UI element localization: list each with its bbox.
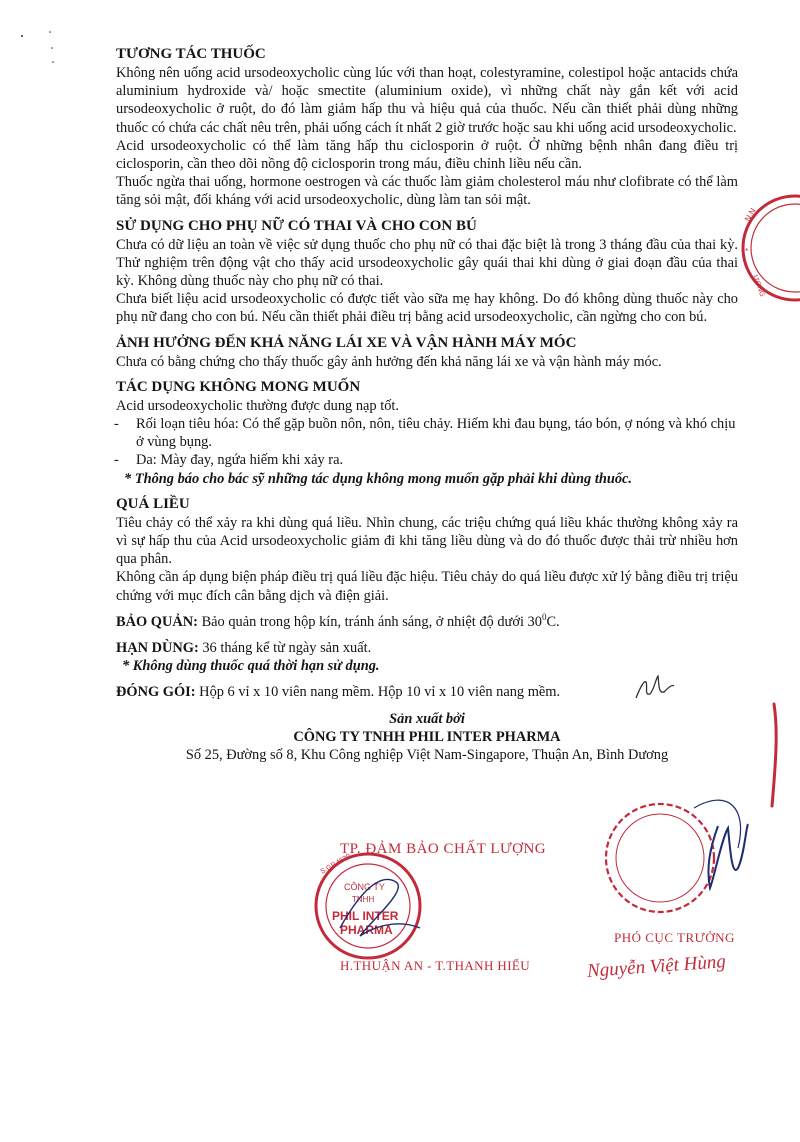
storage-text: Bảo quản trong hộp kín, tránh ánh sáng, ở nhiệt độ dưới 30: [201, 613, 542, 630]
bullet-dash: -: [114, 452, 119, 469]
section-title-overdose: QUÁ LIỀU: [116, 495, 190, 512]
deputy-director-title: PHÓ CỤC TRƯỞNG: [614, 930, 735, 945]
edge-seal: [735, 188, 800, 308]
svg-text:ƯƠNG: ƯƠNG: [751, 274, 766, 298]
packaging-label: ĐÓNG GÓI:: [116, 684, 196, 701]
expiry-label: HẠN DÙNG:: [116, 640, 199, 657]
driving-paragraph-1: Chưa có bằng chứng cho thấy thuốc gây ảnh hưởng đến khả năng lái xe và vận hành máy móc.: [116, 353, 662, 370]
side-effects-note: * Thông báo cho bác sỹ những tác dụng không mong muốn gặp phải khi dùng thuốc.: [124, 470, 633, 487]
pregnancy-paragraph-2: Chưa biết liệu acid ursodeoxycholic có được tiết vào sữa mẹ hay không. Do đó không dùng thuốc này cho phụ nữ đang cho con bú. Nếu cần thiết phải điều trị bằng acid ursodeoxycholic, cần ngừng cho con bú.: [116, 291, 738, 326]
svg-text:PHARMA: PHARMA: [340, 923, 393, 937]
storage-label: BẢO QUẢN:: [116, 613, 198, 630]
expiry-note: * Không dùng thuốc quá thời hạn sử dụng.: [122, 658, 380, 675]
side-effects-paragraph-1: Acid ursodeoxycholic thường được dung nạp tốt.: [116, 397, 400, 414]
expiry-text: 36 tháng kể từ ngày sản xuất.: [202, 640, 372, 657]
section-title-interactions: TƯƠNG TÁC THUỐC: [116, 46, 266, 62]
interactions-paragraph-2: Acid ursodeoxycholic có thể làm tăng hấp thu ciclosporin ở ruột. Ở những bệnh nhân đang điều trị ciclosporin, cần theo dõi nồng độ ciclosporin trong máu, điều chỉnh liều nếu cần.: [116, 137, 738, 173]
initial-signature: [628, 668, 698, 708]
side-effects-bullet: [116, 415, 738, 451]
side-effects-bullet: [116, 451, 738, 469]
interactions-paragraph-1: Không nên uống acid ursodeoxycholic cùng lúc với than hoạt, colestyramine, colestipol hoặc antacids chứa aluminium hydroxide và/ hoặc smectite (aluminium oxide), vì những chất này gắn kết với acid ursodeoxycholic ở ruột, do đó làm giảm hấp thu và hiệu quả của thuốc. Nếu cần thiết phải dùng những thuốc có chứa các chất nêu trên, phải uống cách ít nhất 2 giờ trước hoặc sau khi uống acid ursodeoxycholic.: [116, 65, 738, 136]
section-title-driving: ẢNH HƯỞNG ĐẾN KHẢ NĂNG LÁI XE VÀ VẬN HÀNH MÁY MÓC: [116, 334, 577, 351]
qa-stamp-name: H.THUẬN AN - T.THANH HIẾU: [340, 958, 531, 973]
overdose-paragraph-2: Không cần áp dụng biện pháp điều trị quá liều đặc hiệu. Tiêu chảy do quá liều được xử lý bằng điều trị triệu chứng với mục đích cân bằng dịch và điện giải.: [116, 569, 738, 604]
svg-text:TNHH: TNHH: [352, 895, 375, 904]
side-effects-bullet-text: Rối loạn tiêu hóa: Có thể gặp buồn nôn, nôn, tiêu chảy. Hiếm khi đau bụng, táo bón, ợ nóng và khó chịu ở vùng bụng.: [136, 416, 736, 451]
company-address: Số 25, Đường số 8, Khu Công nghiệp Việt Nam-Singapore, Thuận An, Bình Dương: [185, 747, 669, 764]
overdose-paragraph-1: Tiêu chảy có thể xảy ra khi dùng quá liều. Nhìn chung, các triệu chứng quá liều khác thường không xảy ra vì sự hấp thu của Acid ursodeoxycholic giảm đi khi tăng liều dùng và do đó thuốc được thải trừ nhiều hơn qua phân.: [116, 514, 738, 568]
svg-text:PHIL INTER: PHIL INTER: [332, 909, 399, 923]
section-title-side-effects: TÁC DỤNG KHÔNG MONG MUỐN: [116, 378, 361, 395]
side-effects-bullet-text: Da: Mày đay, ngứa hiếm khi xảy ra.: [136, 452, 344, 469]
company-name: CÔNG TY TNHH PHIL INTER PHARMA: [293, 728, 561, 745]
storage-line: [116, 613, 738, 631]
storage-unit: C.: [546, 613, 560, 630]
qa-stamp-title: TP. ĐẢM BẢO CHẤT LƯỢNG: [340, 841, 547, 857]
section-title-pregnancy: SỬ DỤNG CHO PHỤ NỮ CÓ THAI VÀ CHO CON BÚ: [116, 217, 477, 234]
svg-text:N.N: N.N: [742, 206, 758, 223]
bullet-dash: -: [114, 416, 119, 433]
svg-text:S.GP.4630: S.GP.4630: [319, 852, 352, 876]
expiry-line: [116, 639, 738, 657]
storage-degree: 0: [541, 612, 547, 623]
svg-text:*: *: [745, 247, 749, 256]
pregnancy-paragraph-1: Chưa có dữ liệu an toàn về việc sử dụng thuốc cho phụ nữ có thai đặc biệt là trong 3 tháng đầu của thai kỳ. Thử nghiệm trên động vật cho thấy acid ursodeoxycholic gây quái thai khi dùng ở giai đoạn đầu của thai kỳ. Không dùng thuốc này cho phụ nữ có thai.: [116, 236, 738, 290]
packaging-text: Hộp 6 vỉ x 10 viên nang mềm. Hộp 10 vỉ x 10 viên nang mềm.: [199, 684, 561, 701]
svg-text:CÔNG TY: CÔNG TY: [344, 882, 385, 892]
scan-speckles: [10, 20, 60, 70]
produced-by: Sản xuất bởi: [389, 710, 465, 727]
interactions-paragraph-3: Thuốc ngừa thai uống, hormone oestrogen và các thuốc làm giảm cholesterol máu như clofibrate có thể làm tăng sỏi mật, đối kháng với acid ursodeoxycholic, dùng làm tan sỏi mật.: [116, 174, 738, 209]
deputy-director-name: Nguyễn Việt Hùng: [586, 951, 727, 982]
document-body: [116, 44, 738, 764]
